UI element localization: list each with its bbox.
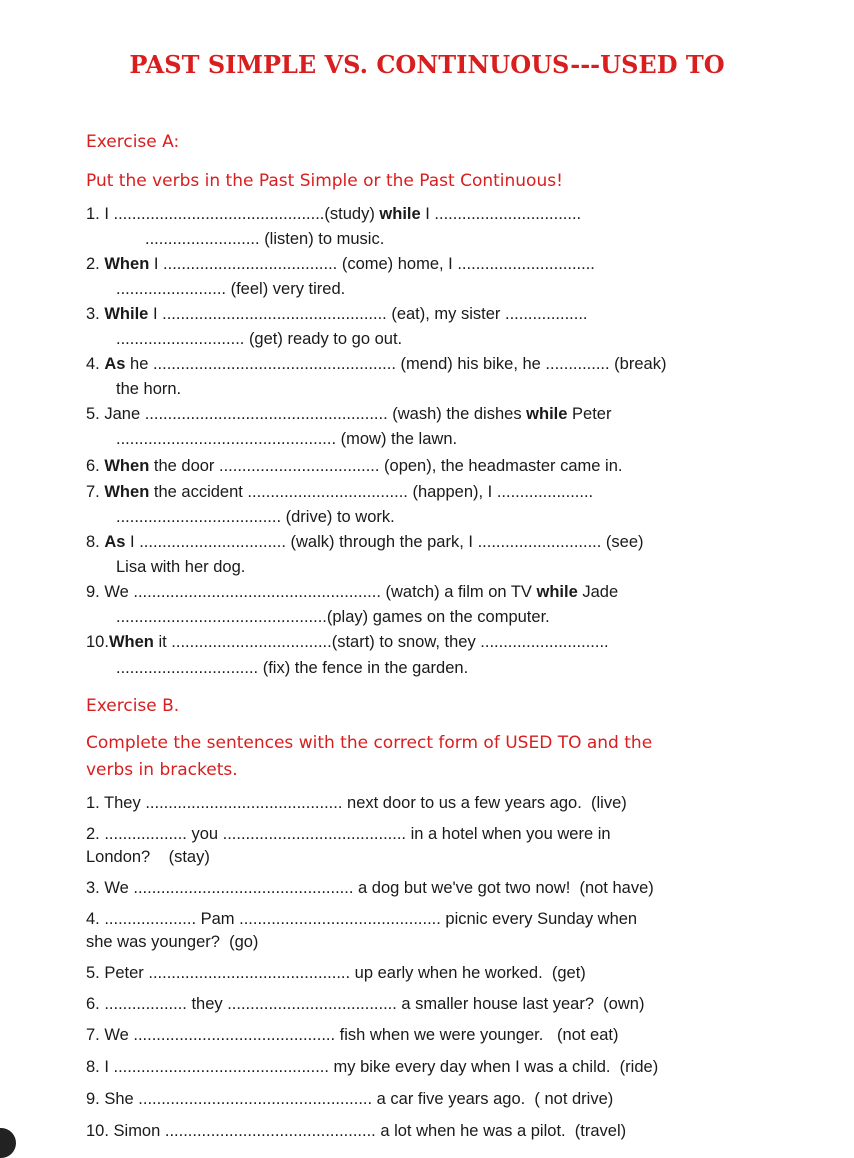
exercise-a-line: 7. When the accident ................................... (happen), I ..................... — [86, 483, 594, 501]
exercise-a-line: 5. Jane ..................................................... (wash) the dishes while Peter — [86, 405, 612, 423]
exercise-b-instruction-line2: verbs in brackets. — [86, 760, 238, 780]
exercise-b-line: 8. I ............................................... my bike every day when I was a child. (ride) — [86, 1058, 659, 1076]
exercise-b-heading: Exercise B. — [86, 696, 180, 716]
keyword: When — [104, 457, 150, 475]
exercise-b-line: 6. .................. they ..................................... a smaller house last year? (own) — [86, 995, 645, 1013]
exercise-a-line: the horn. — [116, 380, 182, 398]
exercise-a-line: 8. As I ................................ (walk) through the park, I ........................... (see) — [86, 533, 644, 551]
keyword: As — [104, 533, 126, 551]
exercise-a-line: 3. While I ................................................. (eat), my sister .................. — [86, 305, 588, 323]
exercise-a-line: 2. When I ...................................... (come) home, I .............................. — [86, 255, 595, 273]
keyword: While — [104, 305, 149, 323]
keyword: When — [104, 483, 150, 501]
exercise-b-line: London? (stay) — [86, 848, 210, 866]
exercise-a-line: 4. As he ..................................................... (mend) his bike, he .............. (break) — [86, 355, 667, 373]
exercise-a-line: ......................... (listen) to music. — [145, 230, 385, 248]
keyword: while — [379, 205, 421, 223]
exercise-a-line: Lisa with her dog. — [116, 558, 246, 576]
exercise-a-line: 6. When the door ................................... (open), the headmaster came in. — [86, 457, 623, 475]
exercise-a-heading: Exercise A: — [86, 132, 180, 152]
keyword: When — [104, 255, 150, 273]
corner-shadow — [0, 1128, 16, 1158]
exercise-b-line: 5. Peter ............................................ up early when he worked. (get) — [86, 964, 586, 982]
exercise-a-line: ............................ (get) ready to go out. — [116, 330, 403, 348]
exercise-a-line: ................................................ (mow) the lawn. — [116, 430, 458, 448]
keyword: As — [104, 355, 126, 373]
exercise-b-line: she was younger? (go) — [86, 933, 259, 951]
exercise-b-line: 10. Simon .............................................. a lot when he was a pilot. (travel) — [86, 1122, 627, 1140]
exercise-a-line: ........................ (feel) very tired. — [116, 280, 346, 298]
exercise-b-line: 7. We ............................................ fish when we were younger. (not eat) — [86, 1026, 619, 1044]
exercise-b-line: 2. .................. you ........................................ in a hotel when you were in — [86, 825, 611, 843]
page-title: PAST SIMPLE VS. CONTINUOUS---USED TO — [129, 50, 725, 79]
keyword: When — [108, 633, 154, 651]
exercise-b-line: 4. .................... Pam ............................................ picnic every Sunday when — [86, 910, 638, 928]
exercise-b-line: 9. She ................................................... a car five years ago. ( not drive) — [86, 1090, 614, 1108]
exercise-b-instruction-line1: Complete the sentences with the correct form of USED TO and the — [86, 733, 653, 753]
exercise-a-instruction: Put the verbs in the Past Simple or the Past Continuous! — [86, 171, 563, 191]
exercise-b-line: 3. We ................................................ a dog but we've got two now! (not have) — [86, 879, 654, 897]
exercise-a-line: 1. I ..............................................(study) while I ................................ — [86, 205, 582, 223]
keyword: while — [536, 583, 578, 601]
keyword: while — [526, 405, 568, 423]
exercise-a-line: 9. We ...................................................... (watch) a film on TV while Jade — [86, 583, 619, 601]
exercise-b-line: 1. They ........................................... next door to us a few years ago. (live) — [86, 794, 627, 812]
exercise-a-line: .................................... (drive) to work. — [116, 508, 395, 526]
exercise-a-line: ..............................................(play) games on the computer. — [116, 608, 550, 626]
exercise-a-line: ............................... (fix) the fence in the garden. — [116, 659, 469, 677]
exercise-a-line: 10.When it ...................................(start) to snow, they ............................ — [86, 633, 609, 651]
